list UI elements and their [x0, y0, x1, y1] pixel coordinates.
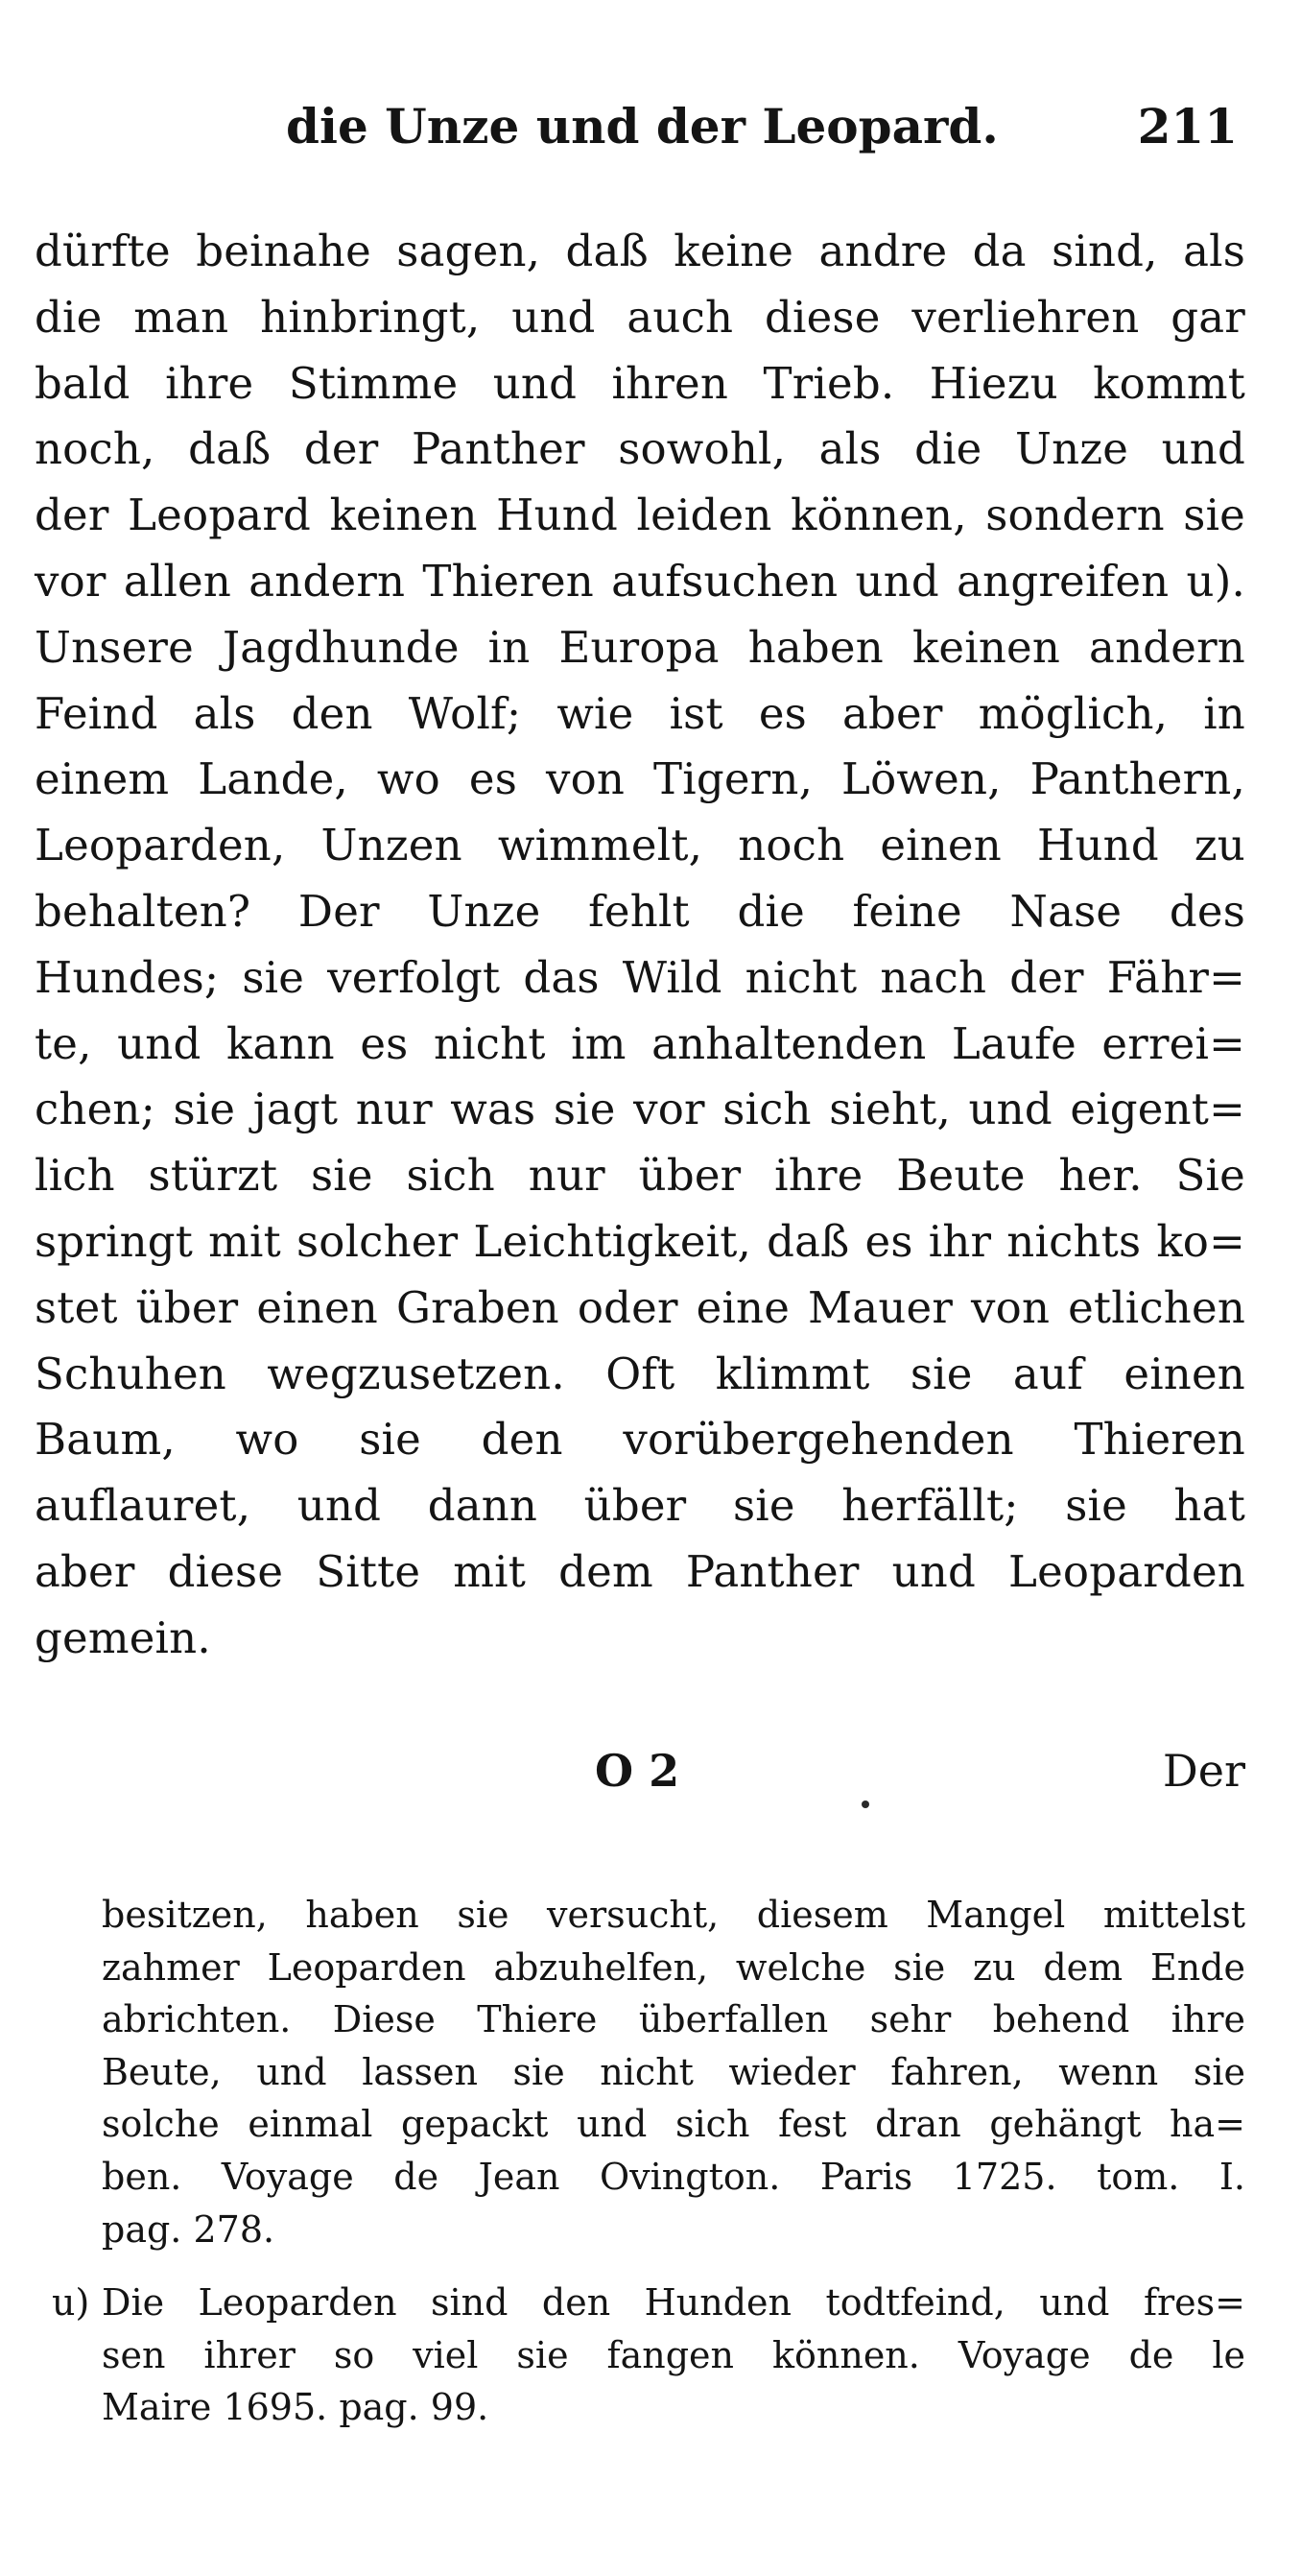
- footnote-line: Beute, und lassen sie nicht wieder fahren, wenn sie: [102, 2050, 1245, 2093]
- main-text: [35, 219, 1245, 1672]
- text-line: Feind als den Wolf; wie ist es aber möglich, in: [35, 687, 1245, 739]
- text-line: einem Lande, wo es von Tigern, Löwen, Panthern,: [35, 753, 1245, 805]
- text-line: Schuhen wegzusetzen. Oft klimmt sie auf einen: [35, 1348, 1245, 1399]
- footnote-line: pag. 278.: [102, 2207, 275, 2251]
- text-line: stet über einen Graben oder eine Mauer von etlichen: [35, 1281, 1245, 1333]
- footnote-line: besitzen, haben sie versucht, diesem Mangel mittelst: [102, 1894, 1245, 1936]
- footnote-line: zahmer Leoparden abzuhelfen, welche sie zu dem Ende: [102, 1945, 1245, 1989]
- text-line: Hundes; sie verfolgt das Wild nicht nach der Fähr=: [35, 951, 1245, 1003]
- footnote-marker: u): [52, 2281, 90, 2325]
- text-line: behalten? Der Unze fehlt die feine Nase des: [35, 885, 1245, 937]
- footnote-line: ben. Voyage de Jean Ovington. Paris 1725. tom. I.: [102, 2155, 1245, 2198]
- text-line: Leoparden, Unzen wimmelt, noch einen Hund zu: [35, 820, 1245, 871]
- text-line: Baum, wo sie den vorübergehenden Thieren: [35, 1414, 1245, 1466]
- footnote-line: sen ihrer so viel sie fangen können. Voyage de le: [102, 2333, 1245, 2376]
- catchword: Der: [1162, 1745, 1245, 1797]
- text-line: auflauret, und dann über sie herfällt; sie hat: [35, 1480, 1245, 1532]
- signature-mark: O 2: [595, 1745, 680, 1797]
- text-line: springt mit solcher Leichtigkeit, daß es ihr nichts ko=: [35, 1215, 1245, 1267]
- footnote-line: Die Leoparden sind den Hunden todtfeind, und fres=: [102, 2281, 1245, 2325]
- page-number: 211: [1137, 98, 1238, 155]
- text-line: bald ihre Stimme und ihren Trieb. Hiezu kommt: [35, 357, 1245, 409]
- running-header: [286, 88, 1238, 165]
- footnote-line: Maire 1695. pag. 99.: [102, 2386, 489, 2429]
- text-line: lich stürzt sie sich nur über ihre Beute her. Sie: [35, 1150, 1245, 1202]
- text-line: die man hinbringt, und auch diese verliehren gar: [35, 291, 1245, 343]
- text-line: Unsere Jagdhunde in Europa haben keinen andern: [35, 621, 1245, 673]
- text-line: der Leopard keinen Hund leiden können, sondern sie: [35, 489, 1245, 541]
- text-line: te, und kann es nicht im anhaltenden Laufe errei=: [35, 1017, 1245, 1069]
- footnotes: [35, 1889, 1245, 2434]
- text-line: aber diese Sitte mit dem Panther und Leoparden: [35, 1545, 1245, 1597]
- text-line: vor allen andern Thieren aufsuchen und angreifen u).: [35, 555, 1245, 607]
- footnote-u: [35, 2277, 1245, 2434]
- text-line: chen; sie jagt nur was sie vor sich sieht, und eigent=: [35, 1084, 1245, 1135]
- footnote-continuation: [35, 1889, 1245, 2255]
- running-title: die Unze und der Leopard.: [286, 98, 999, 155]
- text-line: dürfte beinahe sagen, daß keine andre da sind, als: [35, 226, 1245, 276]
- footnote-line: solche einmal gepackt und sich fest dran gehängt ha=: [102, 2103, 1245, 2146]
- text-line: noch, daß der Panther sowohl, als die Unze und: [35, 423, 1245, 475]
- footnote-line: abrichten. Diese Thiere überfallen sehr behend ihre: [102, 1998, 1245, 2041]
- text-line: gemein.: [35, 1611, 211, 1663]
- ink-speck: [862, 1801, 869, 1808]
